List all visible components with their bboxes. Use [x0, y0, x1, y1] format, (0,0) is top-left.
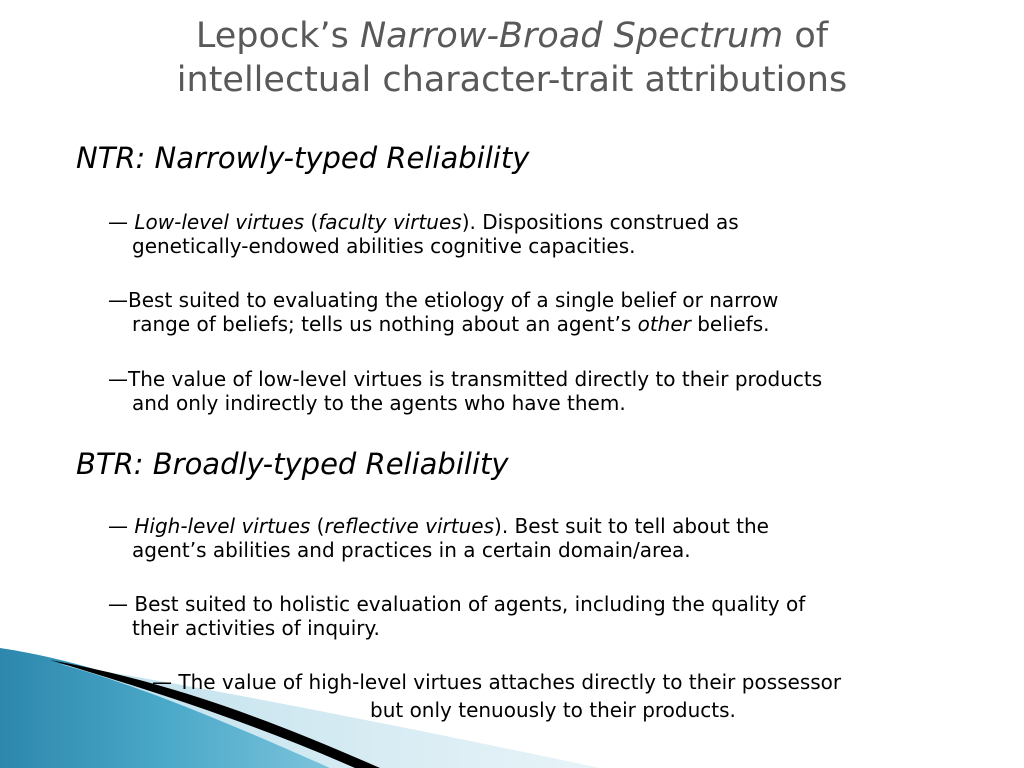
item-text: The value of low-level virtues is transmitted directly to their products: [128, 367, 823, 391]
item-text: ). Dispositions construed as: [461, 210, 739, 234]
title-text-end: of: [783, 16, 829, 56]
list-item: [108, 210, 968, 258]
list-item: [108, 288, 968, 336]
item-emphasis: reflective virtues: [324, 514, 495, 538]
item-text-line2: genetically-endowed abilities cognitive capacities.: [132, 234, 636, 258]
item-text: range of beliefs; tells us nothing about an agent’s: [132, 312, 638, 336]
item-text: The value of high-level virtues attaches directly to their possessor: [178, 670, 842, 694]
item-text-line2: their activities of inquiry.: [132, 616, 380, 640]
item-text: (: [310, 514, 325, 538]
item-text: Best suited to evaluating the etiology of a single belief or narrow: [128, 288, 779, 312]
title-line-2: intellectual character-trait attributions: [176, 60, 848, 100]
list-item: [108, 367, 968, 415]
title-emphasis: Narrow-Broad Spectrum: [359, 16, 784, 56]
item-text: Best suited to holistic evaluation of agents, including the quality of: [134, 592, 806, 616]
section-heading-btr: BTR: Broadly-typed Reliability: [76, 447, 509, 481]
dash: —: [108, 288, 128, 312]
item-emphasis: High-level virtues: [134, 514, 311, 538]
item-text: ). Best suit to tell about the: [494, 514, 769, 538]
title-text: Lepock’s: [195, 16, 360, 56]
dash: —: [108, 514, 135, 538]
item-text-line2: and only indirectly to the agents who have them.: [132, 391, 626, 415]
item-text-line2: but only tenuously to their products.: [370, 698, 736, 722]
item-emphasis: other: [637, 312, 691, 336]
item-emphasis: faculty virtues: [318, 210, 462, 234]
dash: —: [108, 210, 135, 234]
item-text: beliefs.: [690, 312, 770, 336]
item-text-line2: agent’s abilities and practices in a certain domain/area.: [132, 538, 691, 562]
section-heading-ntr: NTR: Narrowly-typed Reliability: [76, 141, 530, 175]
item-text: (: [304, 210, 319, 234]
slide-title: [0, 14, 1024, 102]
dash: —: [108, 592, 135, 616]
title-line-1: [0, 14, 1024, 58]
item-emphasis: Low-level virtues: [134, 210, 305, 234]
dash: —: [152, 670, 179, 694]
list-item: [108, 592, 968, 640]
list-item: [152, 670, 992, 722]
dash: —: [108, 367, 128, 391]
list-item: [108, 514, 968, 562]
